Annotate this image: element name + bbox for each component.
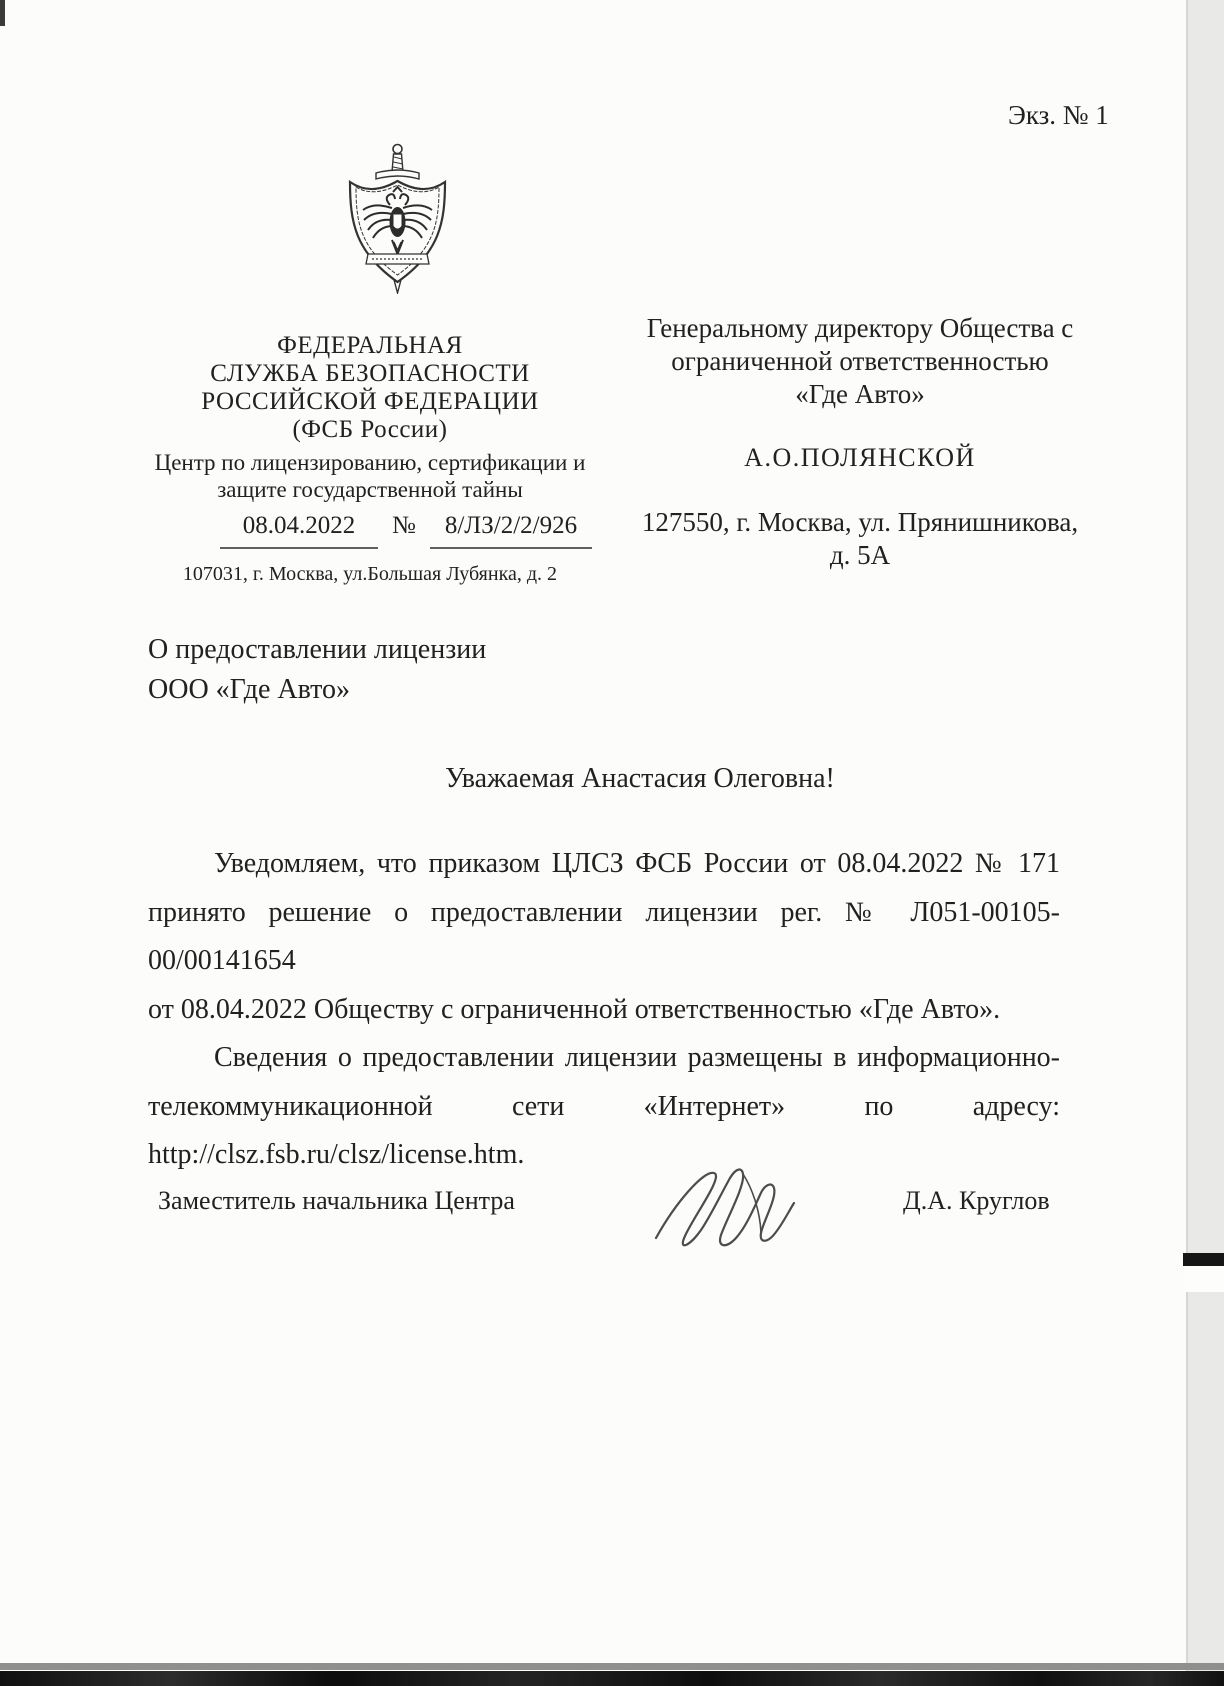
org-line: СЛУЖБА БЕЗОПАСНОСТИ (210, 360, 530, 387)
letterhead-org-name (120, 332, 620, 444)
body-line: Уведомляем, что приказом ЦЛСЗ ФСБ России от 08.04.2022 № 171 (214, 848, 1060, 879)
scan-bottom-line (0, 1663, 1224, 1670)
recipient-line: «Где Авто» (795, 379, 925, 409)
recipient-address (612, 506, 1108, 572)
handwritten-signature-icon (648, 1158, 833, 1253)
org-line: РОССИЙСКОЙ ФЕДЕРАЦИИ (201, 388, 539, 415)
scan-white-gap-right (1184, 1266, 1224, 1292)
unit-line: защите государственной тайны (217, 477, 523, 502)
scan-bottom-band (0, 1671, 1224, 1686)
letterhead-unit-name (120, 449, 620, 503)
body-line: принято решение о предоставлении лицензии рег. № Л051-00105-00/00141654 (148, 896, 1060, 976)
org-line: (ФСБ России) (292, 416, 448, 443)
body-line-url: http://clsz.fsb.ru/clsz/license.htm. (148, 1139, 525, 1170)
recipient-name: А.О.ПОЛЯНСКОЙ (744, 443, 976, 472)
recipient-address-line: 127550, г. Москва, ул. Прянишникова, (641, 507, 1079, 537)
org-line: ФЕДЕРАЛЬНАЯ (277, 332, 463, 359)
letter-body (148, 840, 1060, 1180)
subject-line: О предоставлении лицензии (148, 634, 487, 665)
recipient-line: Генеральному директору Общества с (646, 313, 1074, 343)
recipient-line: ограниченной ответственностью (671, 346, 1049, 376)
body-line: телекоммуникационной сети «Интернет» по адресу: (148, 1090, 1060, 1122)
copy-number: Экз. № 1 (1008, 100, 1109, 130)
letter-date: 08.04.2022 (220, 512, 378, 549)
letterhead-address: 107031, г. Москва, ул.Большая Лубянка, д. 2 (182, 563, 558, 585)
salutation: Уважаемая Анастасия Олеговна! (445, 763, 835, 794)
signer-title: Заместитель начальника Центра (158, 1186, 515, 1215)
body-line: Сведения о предоставлении лицензии размещены в информационно- (214, 1042, 1060, 1073)
signer-name: Д.А. Круглов (903, 1186, 1050, 1215)
subject-line: ООО «Где Авто» (148, 674, 351, 705)
recipient-address-line: д. 5А (829, 540, 891, 570)
body-line: от 08.04.2022 Обществу с ограниченной ответственностью «Где Авто». (148, 993, 1001, 1025)
subject-block (148, 630, 668, 710)
scan-corner-speck (0, 0, 5, 26)
number-sign: № (392, 512, 416, 539)
scan-edge-strip (1186, 0, 1224, 1686)
letter-number: 8/ЛЗ/2/2/926 (430, 512, 592, 549)
recipient-block (612, 312, 1108, 411)
fsb-emblem-icon (330, 142, 465, 294)
scan-black-band-right (1183, 1253, 1224, 1266)
unit-line: Центр по лицензированию, сертификации и (154, 450, 586, 475)
